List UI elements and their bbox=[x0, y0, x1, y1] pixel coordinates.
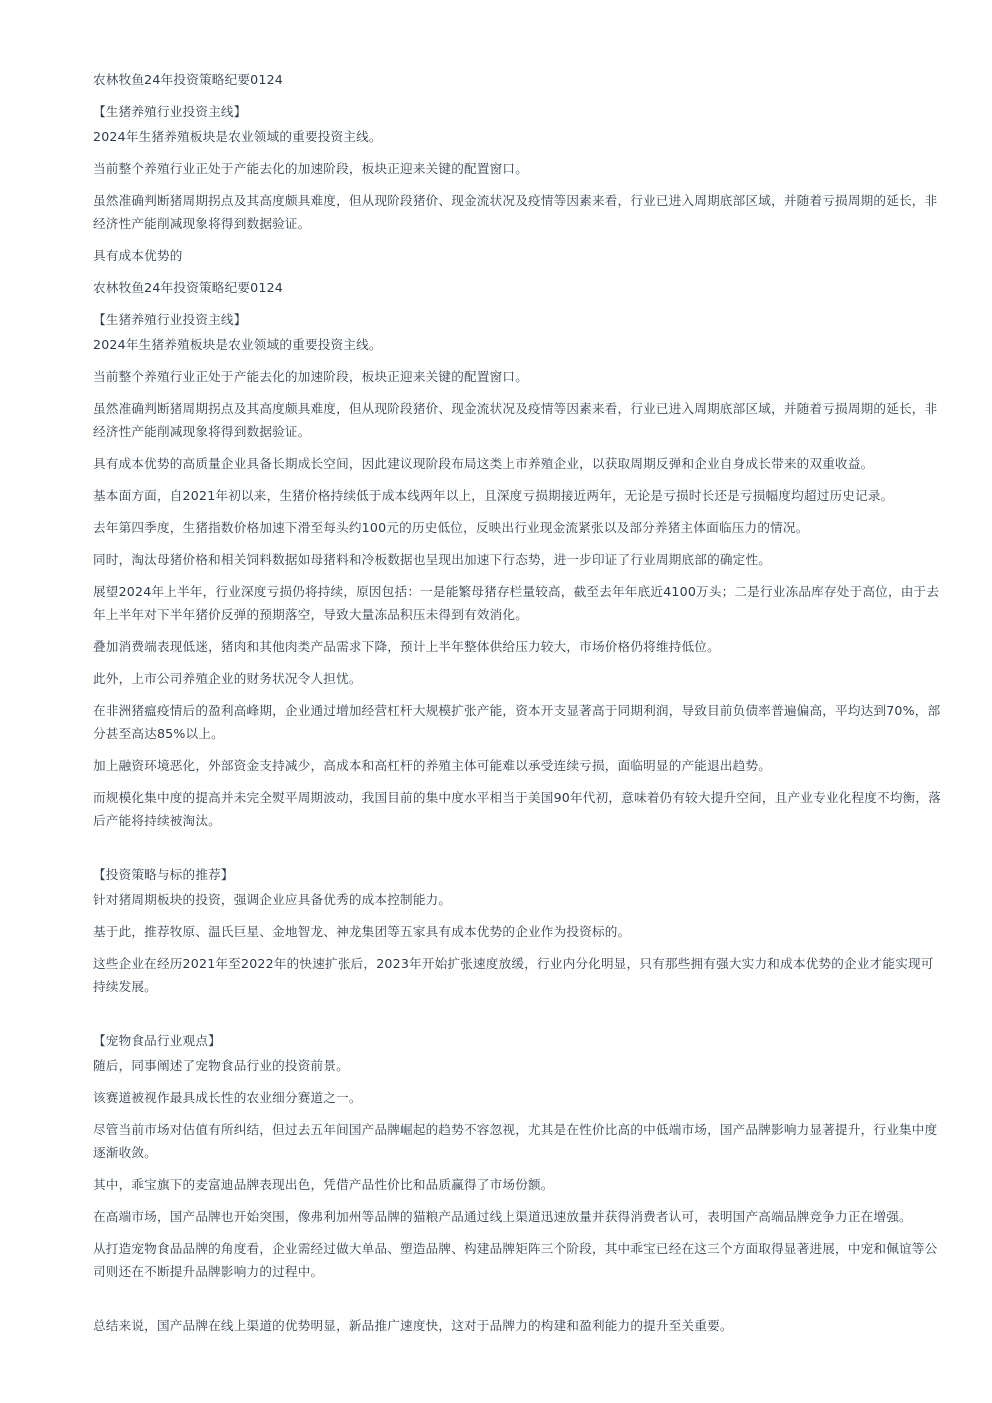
section-heading-pet-food: 【宠物食品行业观点】 bbox=[93, 1033, 221, 1048]
paragraph: 当前整个养殖行业正处于产能去化的加速阶段，板块正迎来关键的配置窗口。 bbox=[93, 369, 528, 384]
spacer bbox=[93, 1007, 945, 1029]
paragraph: 具有成本优势的高质量企业具备长期成长空间，因此建议现阶段布局这类上市养殖企业，以获取周期反弹和企业自身成长带来的双重收益。 bbox=[93, 456, 874, 471]
paragraph: 在非洲猪瘟疫情后的盈利高峰期，企业通过增加经营杠杆大规模扩张产能，资本开支显著高于同期利润，导致目前负债率普遍偏高，平均达到70%，部分甚至高达85%以上。 bbox=[93, 703, 941, 741]
spacer bbox=[93, 1292, 945, 1314]
summary-paragraph: 总结来说，国产品牌在线上渠道的优势明显，新品推广速度快，这对于品牌力的构建和盈利能力的提升至关重要。 bbox=[93, 1318, 733, 1333]
paragraph: 尽管当前市场对估值有所纠结，但过去五年间国产品牌崛起的趋势不容忽视，尤其是在性价比高的中低端市场，国产品牌影响力显著提升，行业集中度逐渐收敛。 bbox=[93, 1122, 938, 1160]
paragraph: 基于此，推荐牧原、温氏巨星、金地智龙、神龙集团等五家具有成本优势的企业作为投资标的。 bbox=[93, 924, 631, 939]
paragraph: 加上融资环境恶化，外部资金支持减少，高成本和高杠杆的养殖主体可能难以承受连续亏损，面临明显的产能退出趋势。 bbox=[93, 758, 772, 773]
paragraph: 其中，乖宝旗下的麦富迪品牌表现出色，凭借产品性价比和品质赢得了市场份额。 bbox=[93, 1177, 554, 1192]
paragraph: 针对猪周期板块的投资，强调企业应具备优秀的成本控制能力。 bbox=[93, 892, 452, 907]
section-heading-pig: 【生猪养殖行业投资主线】 bbox=[93, 104, 247, 119]
section-heading-investment: 【投资策略与标的推荐】 bbox=[93, 867, 234, 882]
paragraph: 在高端市场，国产品牌也开始突围，像弗利加州等品牌的猫粮产品通过线上渠道迅速放量并获得消费者认可，表明国产高端品牌竞争力正在增强。 bbox=[93, 1209, 912, 1224]
paragraph: 而规模化集中度的提高并未完全熨平周期波动，我国目前的集中度水平相当于美国90年代初，意味着仍有较大提升空间，且产业专业化程度不均衡，落后产能将持续被淘汰。 bbox=[93, 790, 942, 828]
paragraph: 虽然准确判断猪周期拐点及其高度颇具难度，但从现阶段猪价、现金流状况及疫情等因素来看，行业已进入周期底部区域，并随着亏损周期的延长，非经济性产能削减现象将得到数据验证。 bbox=[93, 193, 938, 231]
doc-title: 农林牧鱼24年投资策略纪要0124 bbox=[93, 72, 284, 87]
paragraph: 该赛道被视作最具成长性的农业细分赛道之一。 bbox=[93, 1090, 362, 1105]
spacer bbox=[93, 841, 945, 863]
paragraph: 从打造宠物食品品牌的角度看，企业需经过做大单品、塑造品牌、构建品牌矩阵三个阶段，其中乖宝已经在这三个方面取得显著进展，中宠和佩谊等公司则还在不断提升品牌影响力的过程中。 bbox=[93, 1241, 938, 1279]
paragraph: 展望2024年上半年，行业深度亏损仍将持续，原因包括：一是能繁母猪存栏量较高，截至去年年底近4100万头；二是行业冻品库存处于高位，由于去年上半年对下半年猪价反弹的预期落空，导致大量冻品积压未得到有效消化。 bbox=[93, 584, 940, 622]
paragraph: 去年第四季度，生猪指数价格加速下滑至每头约100元的历史低位，反映出行业现金流紧张以及部分养猪主体面临压力的情况。 bbox=[93, 520, 809, 535]
paragraph: 虽然准确判断猪周期拐点及其高度颇具难度，但从现阶段猪价、现金流状况及疫情等因素来看，行业已进入周期底部区域，并随着亏损周期的延长，非经济性产能削减现象将得到数据验证。 bbox=[93, 401, 938, 439]
paragraph: 具有成本优势的 bbox=[93, 248, 183, 263]
doc-title: 农林牧鱼24年投资策略纪要0124 bbox=[93, 280, 284, 295]
paragraph: 叠加消费端表现低迷，猪肉和其他肉类产品需求下降，预计上半年整体供给压力较大，市场价格仍将维持低位。 bbox=[93, 639, 720, 654]
paragraph: 这些企业在经历2021年至2022年的快速扩张后，2023年开始扩张速度放缓，行业内分化明显，只有那些拥有强大实力和成本优势的企业才能实现可持续发展。 bbox=[93, 956, 934, 994]
section-heading-pig: 【生猪养殖行业投资主线】 bbox=[93, 312, 247, 327]
paragraph: 基本面方面，自2021年初以来，生猪价格持续低于成本线两年以上，且深度亏损期接近两年，无论是亏损时长还是亏损幅度均超过历史记录。 bbox=[93, 488, 894, 503]
paragraph: 此外，上市公司养殖企业的财务状况令人担忧。 bbox=[93, 671, 362, 686]
document-body bbox=[93, 68, 945, 1346]
paragraph: 同时，淘汰母猪价格和相关饲料数据如母猪料和冷板数据也呈现出加速下行态势，进一步印证了行业周期底部的确定性。 bbox=[93, 552, 772, 567]
paragraph: 随后，同事阐述了宠物食品行业的投资前景。 bbox=[93, 1058, 349, 1073]
paragraph: 2024年生猪养殖板块是农业领域的重要投资主线。 bbox=[93, 129, 382, 144]
paragraph: 当前整个养殖行业正处于产能去化的加速阶段，板块正迎来关键的配置窗口。 bbox=[93, 161, 528, 176]
paragraph: 2024年生猪养殖板块是农业领域的重要投资主线。 bbox=[93, 337, 382, 352]
